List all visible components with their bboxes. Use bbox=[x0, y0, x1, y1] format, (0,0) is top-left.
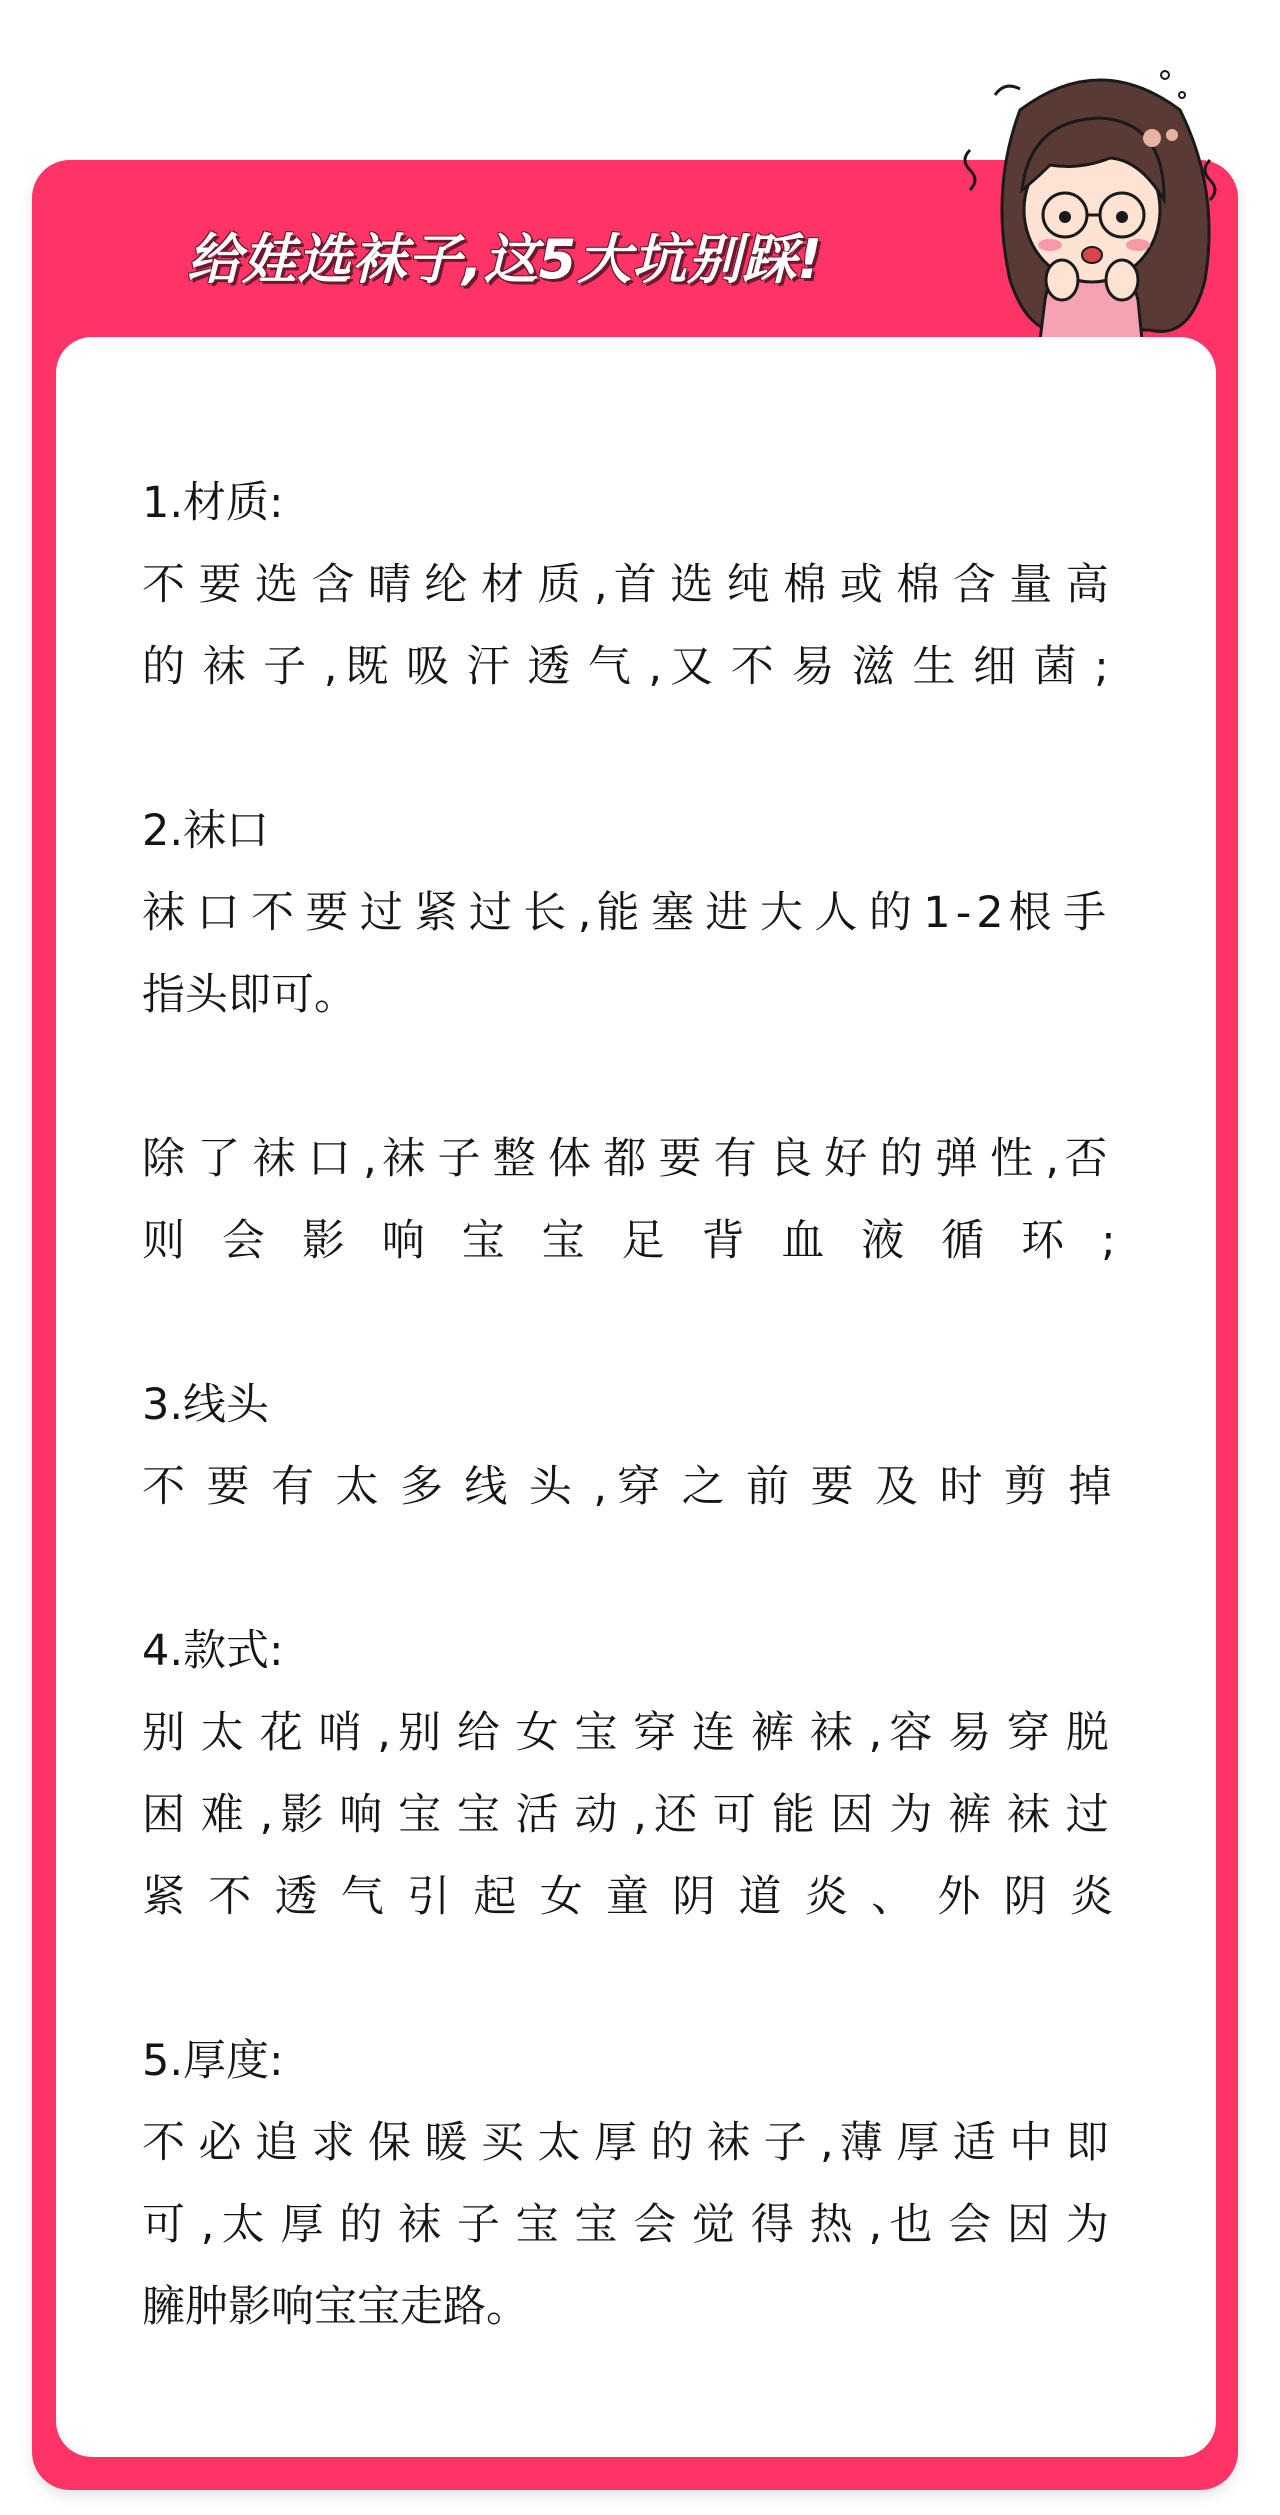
section-material bbox=[142, 462, 1132, 708]
section-line: 袜 口 不 要 过 紧 过 长 , 能 塞 进 大 人 的 1 - 2 根 手 bbox=[142, 888, 1107, 938]
section-line: 别 太 花 哨 , 别 给 女 宝 穿 连 裤 袜 , 容 易 穿 脱 bbox=[142, 1708, 1109, 1758]
section-line: 不 要 有 太 多 线 头 , 穿 之 前 要 及 时 剪 掉 bbox=[142, 1462, 1112, 1512]
section-line: 则 会 影 响 宝 宝 足 背 血 液 循 环 ; bbox=[142, 1216, 1116, 1266]
section-line: 困 难 , 影 响 宝 宝 活 动 , 还 可 能 因 为 裤 袜 过 bbox=[142, 1790, 1109, 1840]
section-line: 不 要 选 含 晴 纶 材 质 , 首 选 纯 棉 或 棉 含 量 高 bbox=[142, 560, 1109, 610]
section-line: 的 袜 子 , 既 吸 汗 透 气 , 又 不 易 滋 生 细 菌 ; bbox=[142, 642, 1109, 692]
section-heading: 1.材质: bbox=[142, 478, 284, 528]
section-line: 指头即可。 bbox=[142, 970, 357, 1020]
section-line: 可 , 太 厚 的 袜 子 宝 宝 会 觉 得 热 , 也 会 因 为 bbox=[142, 2200, 1109, 2250]
section-line: 臃肿影响宝宝走路。 bbox=[142, 2282, 529, 2332]
section-line: 紧 不 透 气 引 起 女 童 阴 道 炎 、 外 阴 炎 bbox=[142, 1872, 1113, 1922]
section-line: 除 了 袜 口 , 袜 子 整 体 都 要 有 良 好 的 弹 性 , 否 bbox=[142, 1134, 1108, 1184]
worried-girl-icon bbox=[950, 40, 1230, 340]
section-line: 不 必 追 求 保 暖 买 太 厚 的 袜 子 , 薄 厚 适 中 即 bbox=[142, 2118, 1109, 2168]
section-thickness bbox=[142, 2020, 1132, 2348]
section-heading: 5.厚度: bbox=[142, 2036, 284, 2086]
section-threads bbox=[142, 1364, 1132, 1528]
section-heading: 2.袜口 bbox=[142, 806, 270, 856]
tips-content bbox=[142, 462, 1132, 2430]
page-title: 给娃选袜子,这5大坑别踩! bbox=[187, 228, 823, 291]
section-style bbox=[142, 1610, 1132, 1938]
section-heading: 3.线头 bbox=[142, 1380, 270, 1430]
section-heading: 4.款式: bbox=[142, 1626, 284, 1676]
section-cuff bbox=[142, 790, 1132, 1036]
section-elasticity bbox=[142, 1118, 1132, 1282]
